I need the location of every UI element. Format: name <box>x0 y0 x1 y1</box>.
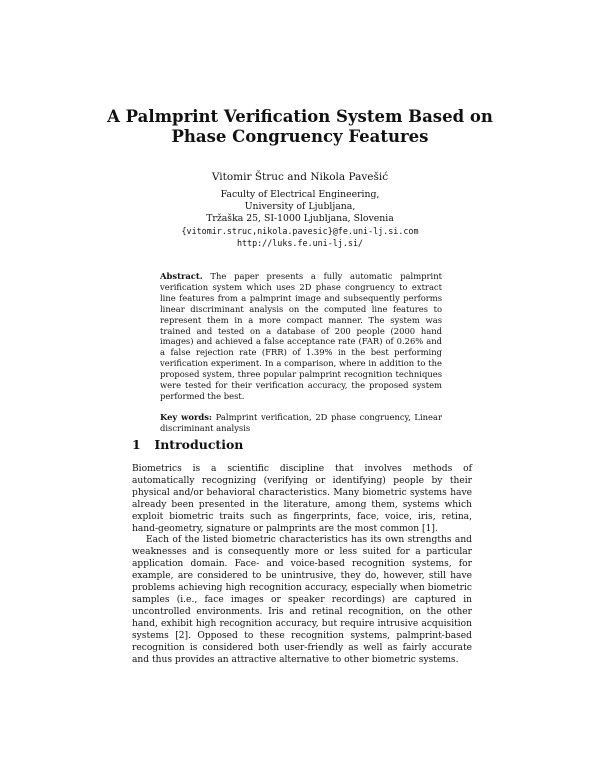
introduction-paragraph-1: Biometrics is a scientific discipline that involves methods of automatically recognizing (verifying or identifying) people by their physical and/or behavioral characteristics. Many biometric systems have already been presented in the literature, among them, systems which exploit biometric traits such as fingerprints, face, voice, iris, retina, hand-geometry, signature or palmprints are the most common [1]. <box>132 464 472 534</box>
affiliation-line-1: Faculty of Electrical Engineering, <box>220 189 380 200</box>
title-line-1: A Palmprint Verification System Based on <box>107 107 493 126</box>
paper-title <box>100 107 500 147</box>
affiliation <box>100 189 500 249</box>
introduction-paragraph-2: Each of the listed biometric characteristics has its own strengths and weaknesses and is consequently more or less suited for a particular application domain. Face- and voice-based recognition systems, for example, are considered to be unintrusive, they do, however, still have problems achieving high recognition accuracy, especially when biometric samples (i.e., face images or speaker recordings) are captured in uncontrolled environments. Iris and retinal recognition, on the other hand, exhibit high recognition accuracy, but require intrusive acquisition systems [2]. Opposed to these recognition systems, palmprint-based recognition is considered both user-friendly as well as fairly accurate and thus provides an attractive alternative to other biometric systems. <box>132 535 472 665</box>
abstract-label: Abstract. <box>160 271 203 281</box>
title-line-2: Phase Congruency Features <box>171 127 429 146</box>
authors: Vitomir Štruc and Nikola Pavešić <box>211 171 389 183</box>
abstract-paragraph <box>160 271 442 402</box>
section-number: 1 <box>132 437 141 452</box>
keywords-text: Palmprint verification, 2D phase congruency, Linear discriminant analysis <box>160 411 443 433</box>
abstract-text: The paper presents a fully automatic palmprint verification system which uses 2D phase congruency to extract line features from a palmprint image and subsequently performs linear discriminant analysis on the computed line features to represent them in a more compact manner. The system was trained and tested on a database of 200 people (2000 hand images) and achieved a false acceptance rate (FAR) of 0.26% and a false rejection rate (FRR) of 1.39% in the best performing verification experiment. In a comparison, where in addition to the proposed system, three popular palmprint recognition techniques were tested for their verification accuracy, the proposed system performed the best. <box>160 271 442 401</box>
abstract <box>160 271 442 434</box>
introduction-body <box>132 464 472 666</box>
affiliation-line-2: University of Ljubljana, <box>244 201 356 212</box>
section-title: Introduction <box>154 437 244 452</box>
section-heading-introduction <box>132 437 243 452</box>
homepage-url: http://luks.fe.uni-lj.si/ <box>236 238 364 248</box>
email-address: {vitomir.struc,nikola.pavesic}@fe.uni-lj.si.com <box>181 226 419 236</box>
keywords-paragraph <box>160 412 442 434</box>
affiliation-line-3: Tržaška 25, SI-1000 Ljubljana, Slovenia <box>206 213 394 224</box>
keywords-label: Key words: <box>160 411 213 422</box>
